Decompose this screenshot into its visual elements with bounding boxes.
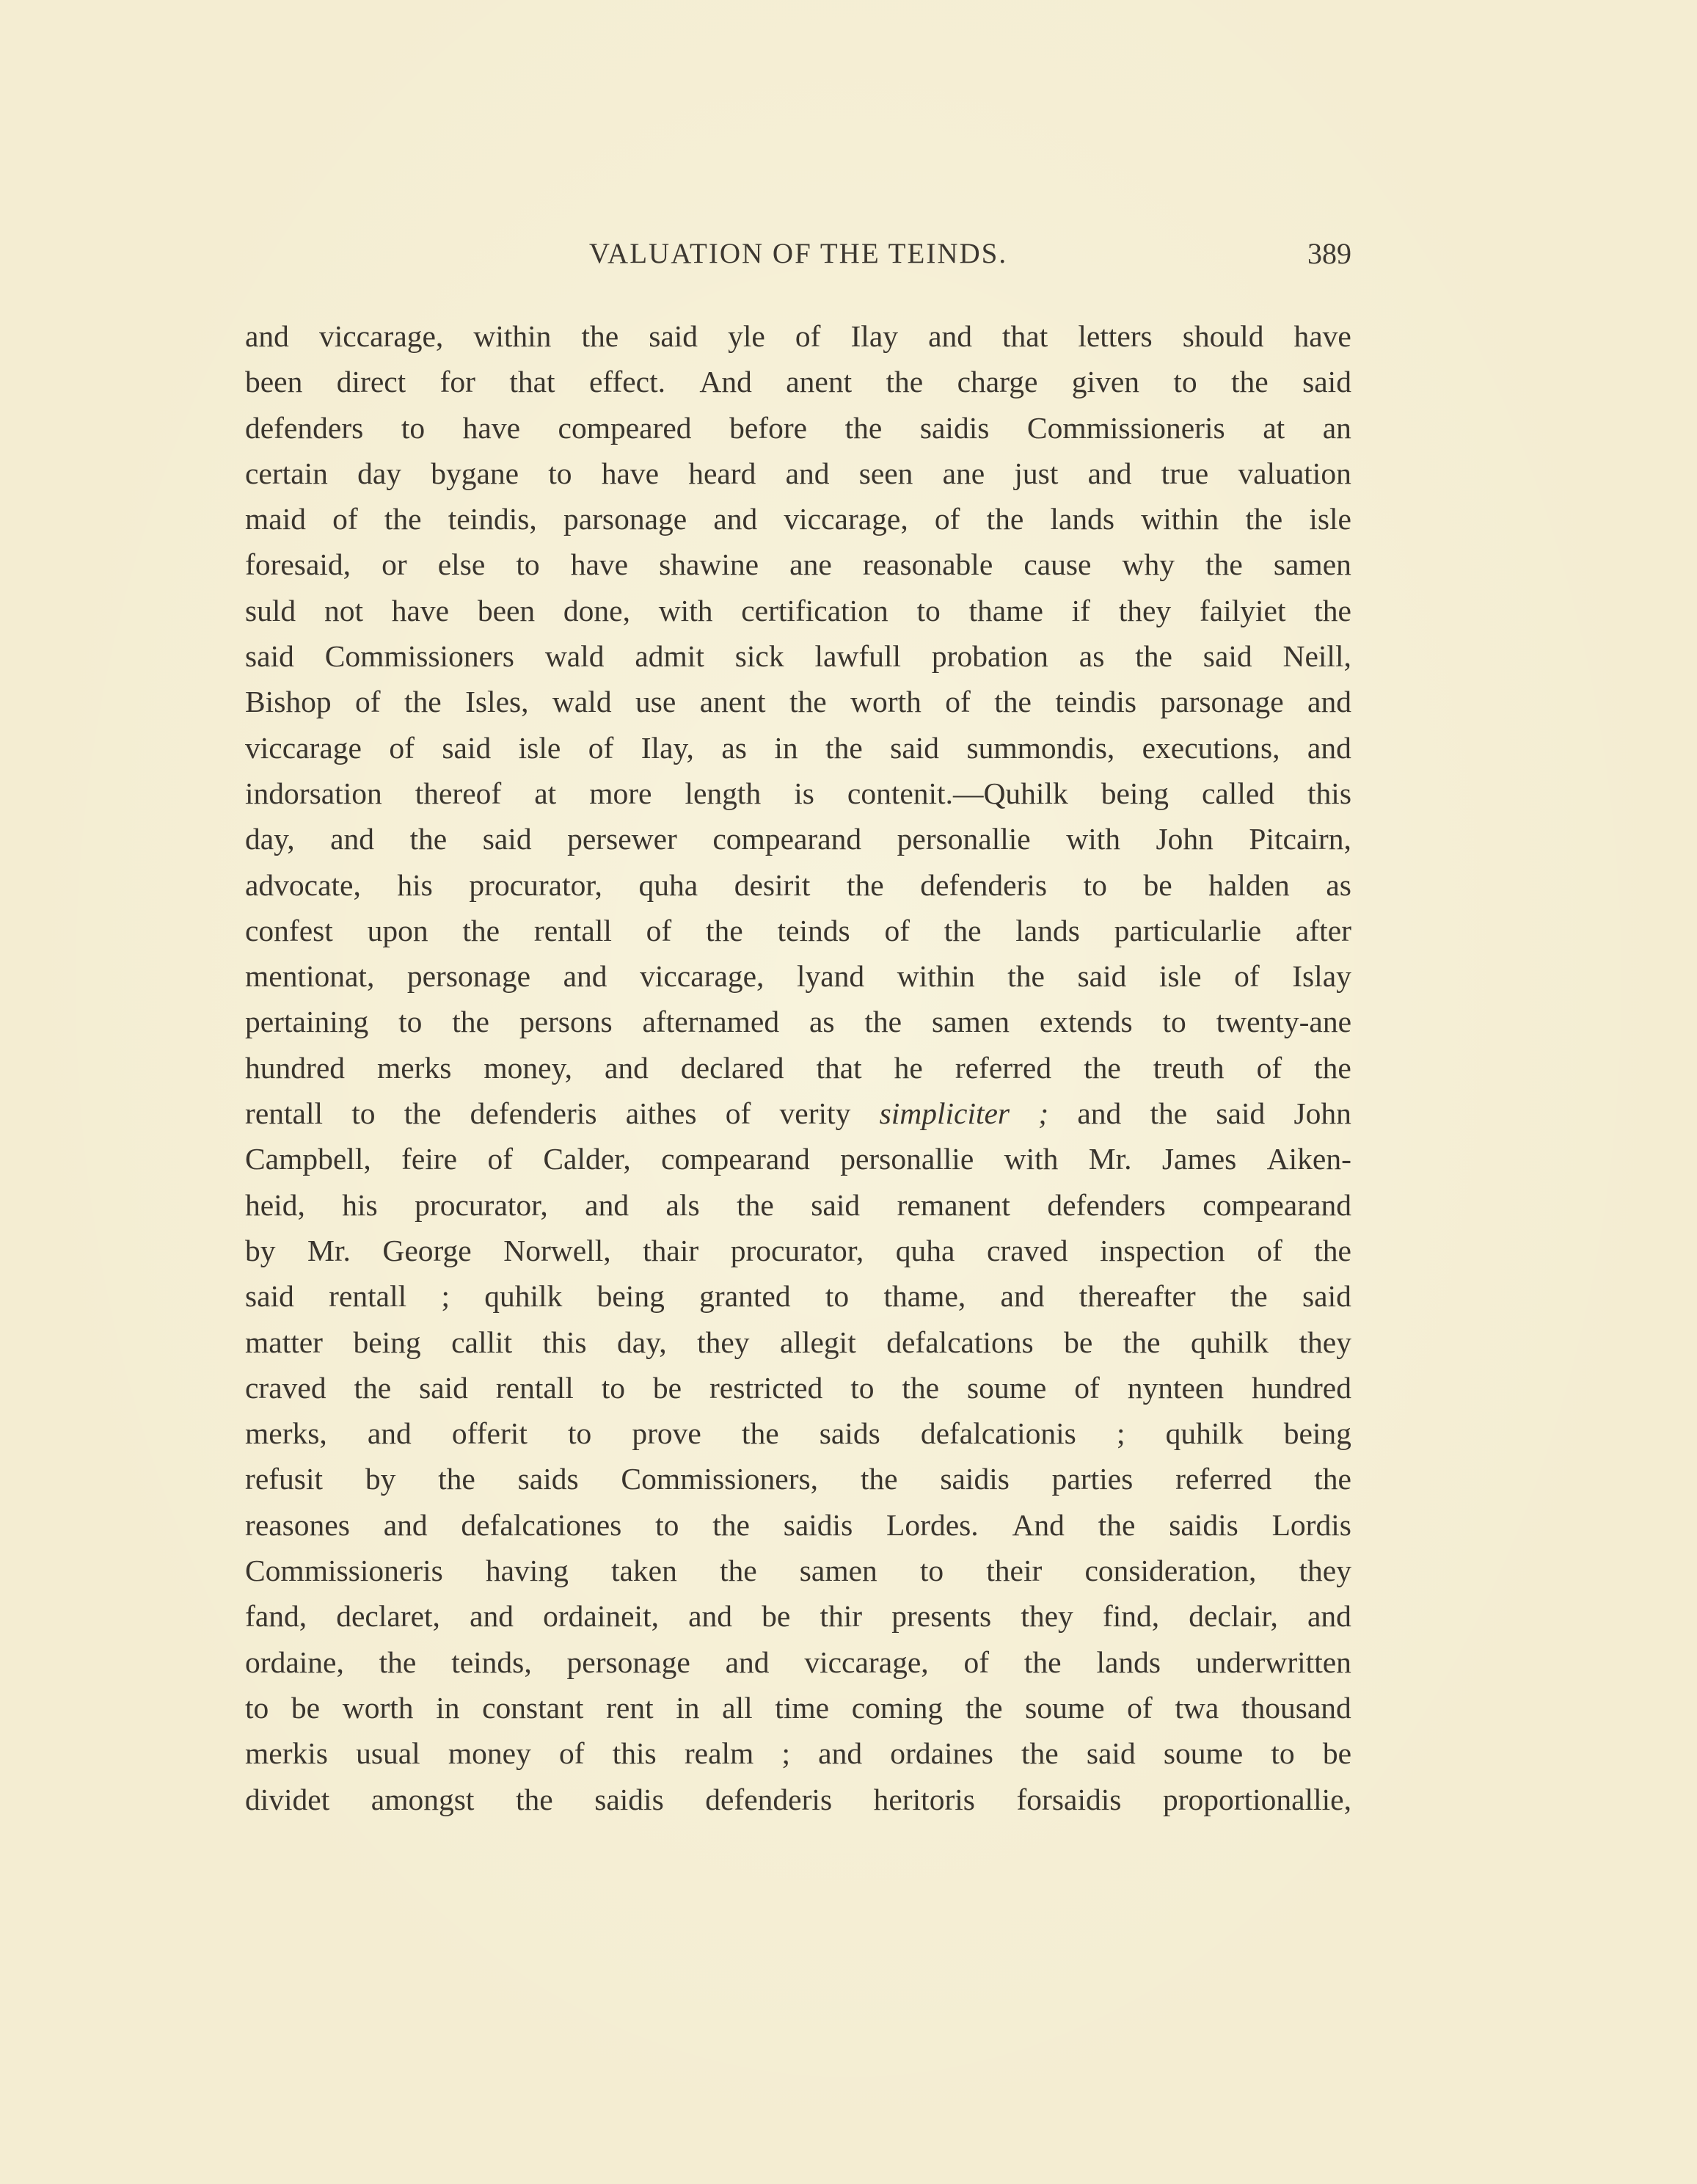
text-line: Bishop of the Isles, wald use anent the worth of the teindis parsonage and [245, 685, 1351, 719]
text-line: heid, his procurator, and als the said remanent defenders compearand [245, 1187, 1351, 1222]
text-line: to be worth in constant rent in all time coming the soume of twa thousand [245, 1690, 1351, 1725]
body-text [245, 313, 1351, 1822]
text-line: indorsation thereof at more length is contenit.—Quhilk being called this [245, 776, 1351, 810]
text-line: foresaid, or else to have shawine ane reasonable cause why the samen [245, 547, 1351, 582]
text-line: and viccarage, within the said yle of Ilay and that letters should have [245, 319, 1351, 353]
text-line: fand, declaret, and ordaineit, and be thir presents they find, declair, and [245, 1599, 1351, 1634]
text-line: confest upon the rentall of the teinds of the lands particularlie after [245, 913, 1351, 947]
text-line: Commissioneris having taken the samen to their consideration, they [245, 1554, 1351, 1588]
text-line: defenders to have compeared before the saidis Commissioneris at an [245, 410, 1351, 445]
text-line: advocate, his procurator, quha desirit the defenderis to be halden as [245, 867, 1351, 902]
running-title: VALUATION OF THE TEINDS. [588, 238, 1008, 269]
text-line: day, and the said persewer compearand personallie with John Pitcairn, [245, 822, 1351, 856]
text-line: said Commissioners wald admit sick lawfull probation as the said Neill, [245, 639, 1351, 674]
text-line: pertaining to the persons afternamed as the samen extends to twenty-ane [245, 1005, 1351, 1039]
text-line: craved the said rentall to be restricted to the soume of nynteen hundred [245, 1370, 1351, 1405]
text-line: suld not have been done, with certification to thame if they failyiet the [245, 593, 1351, 627]
text-line: rentall to the defenderis aithes of verity simpliciter ; and the said John [245, 1096, 1351, 1131]
text-line: Campbell, feire of Calder, compearand personallie with Mr. James Aiken- [245, 1142, 1351, 1176]
text-line: mentionat, personage and viccarage, lyand within the said isle of Islay [245, 959, 1351, 994]
text-line: viccarage of said isle of Ilay, as in the said summondis, executions, and [245, 730, 1351, 765]
page-number: 389 [1307, 237, 1351, 270]
text-line: maid of the teindis, parsonage and viccarage, of the lands within the isle [245, 502, 1351, 536]
text-line: certain day bygane to have heard and seen ane just and true valuation [245, 456, 1351, 490]
text-line: dividet amongst the saidis defenderis heritoris forsaidis proportionallie, [245, 1782, 1351, 1816]
text-line: merks, and offerit to prove the saids defalcationis ; quhilk being [245, 1416, 1351, 1451]
text-line: been direct for that effect. And anent the charge given to the said [245, 365, 1351, 399]
text-line: merkis usual money of this realm ; and ordaines the said soume to be [245, 1736, 1351, 1771]
text-line: ordaine, the teinds, personage and viccarage, of the lands underwritten [245, 1645, 1351, 1679]
text-line: refusit by the saids Commissioners, the saidis parties referred the [245, 1462, 1351, 1496]
running-head [245, 233, 1351, 274]
text-line: hundred merks money, and declared that he referred the treuth of the [245, 1050, 1351, 1085]
text-line: by Mr. George Norwell, thair procurator, quha craved inspection of the [245, 1233, 1351, 1267]
text-line: matter being callit this day, they allegit defalcations be the quhilk they [245, 1325, 1351, 1359]
text-line: said rentall ; quhilk being granted to thame, and thereafter the said [245, 1279, 1351, 1314]
text-line: reasones and defalcationes to the saidis Lordes. And the saidis Lordis [245, 1507, 1351, 1542]
